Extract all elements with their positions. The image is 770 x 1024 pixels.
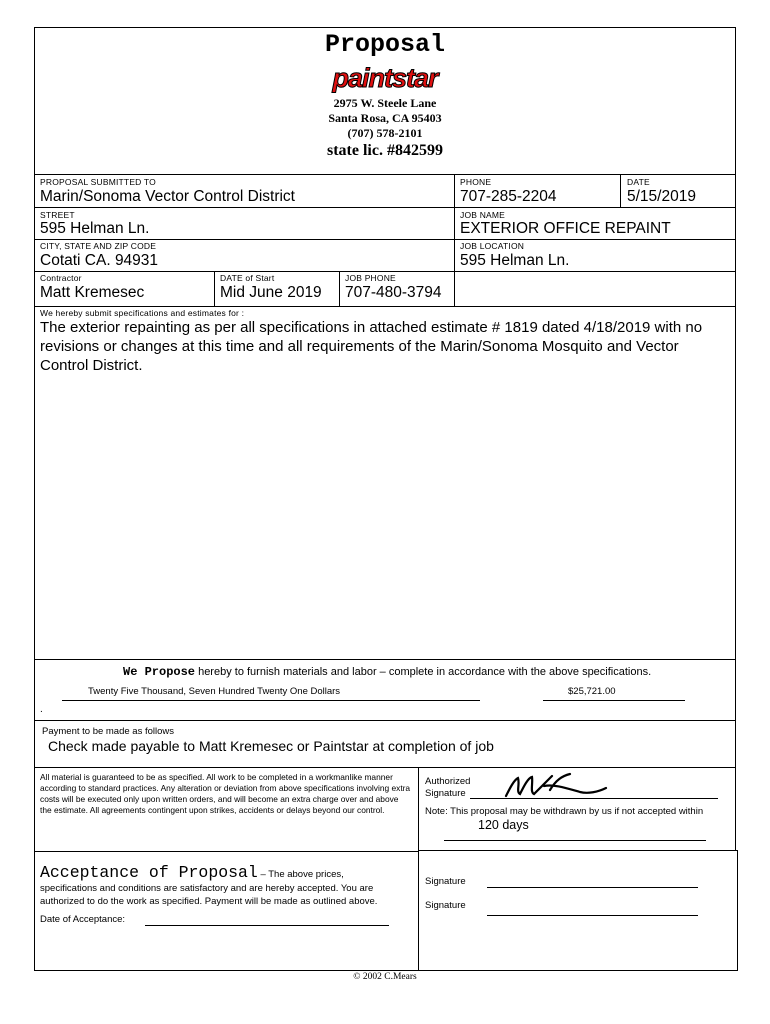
job-phone-value: 707-480-3794: [345, 284, 442, 301]
guarantee-text: All material is guaranteed to be as specified. All work to be completed in a workmanlike manner according to standard practices. Any alteration or deviation from above specifications involving extra costs will be executed only upon written orders, and will become an extra charge over and above the estimate. All agreements contingent upon strikes, accidents or delays beyond our control.: [40, 772, 411, 815]
acceptance-divider-left: [34, 851, 418, 852]
auth-signature-label-2: Signature: [425, 788, 466, 799]
date-value: 5/15/2019: [627, 188, 696, 205]
grid-line-h2: [34, 207, 736, 208]
grid-line-v-start: [214, 271, 215, 306]
acceptance-date-line: [145, 925, 389, 926]
grid-line-v-date: [620, 174, 621, 207]
page-title: Proposal: [324, 30, 446, 59]
submitted-to-label: PROPOSAL SUBMITTED TO: [40, 177, 156, 187]
contractor-label: Contractor: [40, 273, 82, 283]
outer-border-left: [34, 27, 35, 971]
amount-words-line: [62, 700, 480, 701]
specs-text: The exterior repainting as per all specifications in attached estimate # 1819 dated 4/18/2019 with no revisions or changes at this time and all requirements of the Marin/Sonoma Mosquito and Vector Control District.: [40, 319, 703, 374]
city-label: CITY, STATE AND ZIP CODE: [40, 241, 157, 251]
job-location-label: JOB LOCATION: [460, 241, 525, 251]
guarantee-divider: [34, 767, 736, 768]
amount-value-line: [543, 700, 685, 701]
acceptance-heading-suffix: – The above prices,: [257, 869, 344, 880]
propose-divider: [34, 659, 736, 660]
grid-line-v-phone: [454, 174, 455, 306]
company-logo: [330, 63, 440, 93]
copyright-footer: © 2002 C.Mears: [353, 972, 417, 982]
contractor-value: Matt Kremesec: [40, 284, 145, 301]
amount-words: Twenty Five Thousand, Seven Hundred Twenty One Dollars: [88, 686, 341, 697]
grid-line-h1: [34, 174, 736, 175]
outer-border-top: [34, 27, 736, 28]
date-label: DATE: [627, 177, 650, 187]
specs-label: We hereby submit specifications and estimates for :: [40, 308, 245, 318]
guarantee-vertical: [418, 767, 419, 970]
company-address-2: Santa Rosa, CA 95403: [328, 111, 442, 125]
propose-statement: [123, 665, 651, 679]
acceptance-signature-label-2: Signature: [425, 900, 466, 911]
acceptance-heading: Acceptance of Proposal: [40, 863, 258, 882]
grid-line-h3: [34, 239, 736, 240]
logo-text: paintstar: [332, 63, 438, 93]
company-address-1: 2975 W. Steele Lane: [333, 96, 437, 110]
withdraw-days: 120 days: [478, 818, 529, 832]
grid-line-h4: [34, 271, 736, 272]
outer-border-bottom: [34, 970, 738, 971]
acceptance-signature-line-2: [487, 915, 698, 916]
date-start-label: DATE of Start: [220, 273, 275, 283]
propose-text: hereby to furnish materials and labor – complete in accordance with the above specifications.: [195, 666, 652, 678]
acceptance-signature-line-1: [487, 887, 698, 888]
job-location-value: 595 Helman Ln.: [460, 252, 570, 269]
company-phone: (707) 578-2101: [347, 126, 423, 140]
stray-dot: .: [40, 704, 43, 715]
phone-label: PHONE: [460, 177, 492, 187]
grid-line-h5: [34, 306, 736, 307]
propose-heading: We Propose: [123, 665, 196, 679]
street-label: STREET: [40, 210, 75, 220]
street-value: 595 Helman Ln.: [40, 220, 150, 237]
job-name-label: JOB NAME: [460, 210, 506, 220]
acceptance-date-label: Date of Acceptance:: [40, 914, 126, 925]
job-name-value: EXTERIOR OFFICE REPAINT: [460, 220, 671, 237]
grid-line-v-jobphone: [339, 271, 340, 306]
payment-text: Check made payable to Matt Kremesec or Paintstar at completion of job: [48, 738, 494, 754]
date-start-value: Mid June 2019: [220, 284, 322, 301]
acceptance-border-right: [737, 850, 738, 971]
payment-divider: [34, 720, 736, 721]
phone-value: 707-285-2204: [460, 188, 557, 205]
acceptance-text: specifications and conditions are satisfactory and are hereby accepted. You are authorized to do the work as specified. Payment will be made as outlined above.: [40, 883, 378, 907]
withdraw-days-line: [444, 840, 706, 841]
company-license: state lic. #842599: [327, 142, 443, 159]
job-phone-label: JOB PHONE: [345, 273, 396, 283]
city-value: Cotati CA. 94931: [40, 252, 159, 269]
submitted-to-value: Marin/Sonoma Vector Control District: [40, 188, 295, 205]
withdraw-note: Note: This proposal may be withdrawn by us if not accepted within: [425, 806, 704, 817]
payment-label: Payment to be made as follows: [42, 726, 175, 737]
auth-signature-label-1: Authorized: [425, 776, 471, 787]
handwritten-signature: [500, 768, 610, 802]
acceptance-signature-label-1: Signature: [425, 876, 466, 887]
amount-value: $25,721.00: [568, 686, 616, 697]
acceptance-heading-line: [40, 863, 344, 882]
outer-border-right-upper: [735, 27, 736, 851]
acceptance-divider-right: [418, 850, 738, 851]
